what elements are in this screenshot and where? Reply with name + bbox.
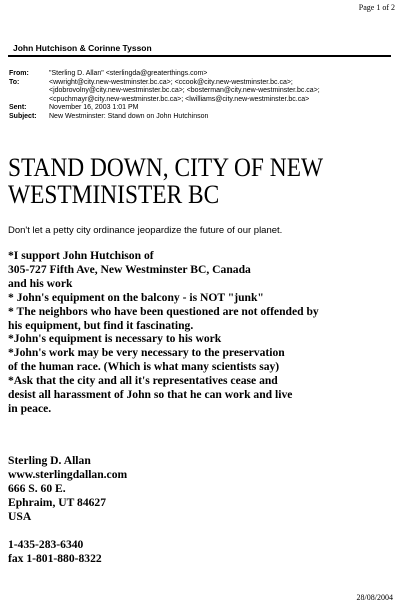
headline-line: WESTMINISTER BC <box>8 180 220 209</box>
support-line: *John's equipment is necessary to his work <box>8 332 222 346</box>
support-statement <box>8 249 398 416</box>
to-row <box>9 79 394 105</box>
support-line: *I support John Hutchison of <box>8 249 154 262</box>
support-line: of the human race. (Which is what many scientists say) <box>8 360 280 374</box>
support-line: in peace. <box>8 401 52 415</box>
header-divider <box>8 55 391 57</box>
signature-name: Sterling D. Allan <box>8 454 91 467</box>
headline <box>8 154 359 208</box>
to-line: <jdobrovolny@city.new-westminster.bc.ca>; <bosterman@city.new-westminster.bc.ca>; <box>49 87 320 95</box>
sent-label: Sent: <box>9 104 27 112</box>
to-line: <wwright@city.new-westminster.bc.ca>; <ccook@city.new-westminster.bc.ca>; <box>49 78 293 86</box>
support-line: and his work <box>8 276 73 290</box>
contact-numbers <box>8 538 102 566</box>
headline-line: STAND DOWN, CITY OF NEW <box>8 153 324 182</box>
subject-value: New Westminster: Stand down on John Hutchinson <box>49 112 209 120</box>
to-value <box>49 79 394 105</box>
page-number: Page 1 of 2 <box>358 3 395 12</box>
to-line: <cpuchmayr@city.new-westminster.bc.ca>; <lwilliams@city.new-westminster.bc.ca> <box>49 95 310 103</box>
signature-country: USA <box>8 510 32 523</box>
from-row <box>9 70 394 79</box>
sent-row <box>9 104 394 113</box>
sender-line: John Hutchison & Corinne Tysson <box>13 43 152 53</box>
signature-address-line: Ephraim, UT 84627 <box>8 496 107 509</box>
signature-address-line: 666 S. 60 E. <box>8 482 66 495</box>
support-line: * John's equipment on the balcony - is NOT "junk" <box>8 290 264 304</box>
support-line: *Ask that the city and all it's representatives cease and <box>8 374 278 388</box>
tagline: Don't let a petty city ordinance jeopardize the future of our planet. <box>8 225 283 236</box>
support-line: * The neighbors who have been questioned are not offended by <box>8 304 319 318</box>
support-line: his equipment, but find it fascinating. <box>8 318 194 332</box>
print-date: 28/08/2004 <box>356 593 393 602</box>
from-label: From: <box>9 70 29 77</box>
fax-number: fax 1-801-880-8322 <box>8 552 102 565</box>
phone-number: 1-435-283-6340 <box>8 538 84 551</box>
sent-value: November 16, 2003 1:01 PM <box>49 104 139 112</box>
email-header <box>9 70 394 122</box>
support-line: *John's work may be very necessary to the preservation <box>8 346 285 360</box>
subject-row <box>9 113 394 122</box>
support-line: 305-727 Fifth Ave, New Westminster BC, Canada <box>8 262 251 276</box>
to-label: To: <box>9 78 20 86</box>
support-line: desist all harassment of John so that he can work and live <box>8 388 293 402</box>
subject-label: Subject: <box>9 112 37 120</box>
signature-block <box>8 454 127 524</box>
from-value: "Sterling D. Allan" <sterlingda@greaterthings.com> <box>49 70 208 77</box>
signature-website-link[interactable]: www.sterlingdallan.com <box>8 468 128 481</box>
